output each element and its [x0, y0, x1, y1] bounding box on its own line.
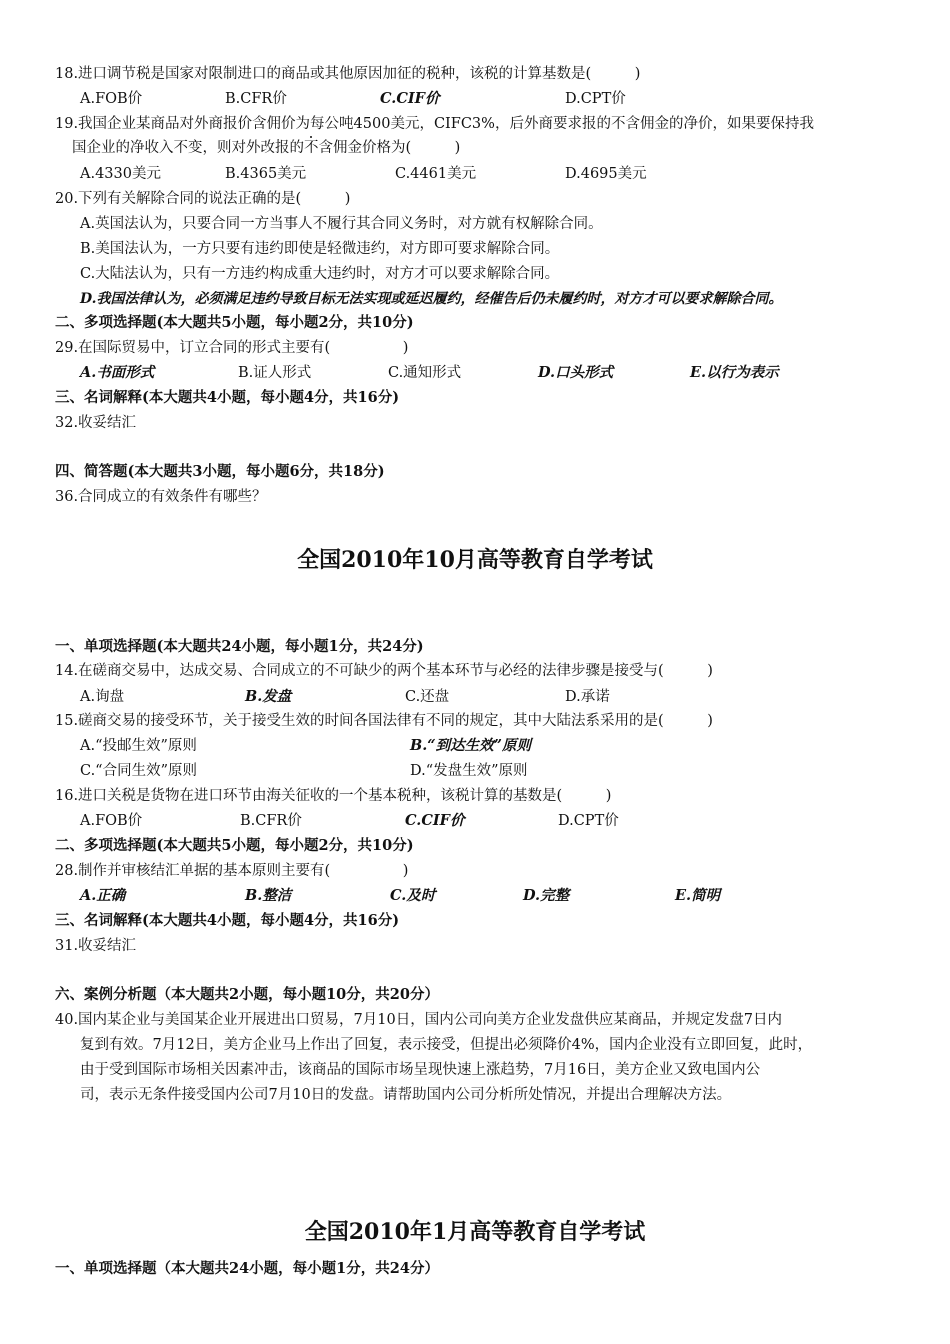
q19-option-d: D.4695美元 — [565, 166, 647, 182]
question-14-stem: 14.在磋商交易中，达成交易、合同成立的不可缺少的两个基本环节与必经的法律步骤是接受与( ) — [55, 663, 713, 679]
question-40-line2: 复到有效。7月12日，美方企业马上作出了回复，表示接受，但提出必须降价4%，国内企业没有立即回复，此时， — [80, 1037, 813, 1053]
q29-option-b: B.证人形式 — [238, 365, 312, 381]
q16-option-a: A.FOB价 — [80, 813, 143, 829]
q14-option-a: A.询盘 — [80, 689, 125, 705]
q28-option-d-answer: D.完整 — [523, 887, 570, 904]
q29-option-a-answer: A.书面形式 — [80, 364, 155, 381]
question-40-line4: 司，表示无条件接受国内公司7月10日的发盘。请帮助国内公司分析所处情况，并提出合理解决方法。 — [80, 1087, 732, 1103]
q28-option-b-answer: B.整洁 — [245, 887, 292, 904]
q20-option-b: B.美国法认为，一方只要有违约即使是轻微违约，对方即可要求解除合同。 — [80, 241, 560, 257]
q29-option-e-answer: E.以行为表示 — [690, 364, 779, 381]
q15-option-a: A.“投邮生效”原则 — [80, 738, 197, 754]
section-term-definition-heading-2: 三、名词解释(本大题共4小题，每小题4分，共16分) — [55, 912, 400, 929]
q20-option-a: A.英国法认为，只要合同一方当事人不履行其合同义务时，对方就有权解除合同。 — [80, 216, 603, 232]
q28-option-c-answer: C.及时 — [390, 887, 436, 904]
question-40-line3: 由于受到国际市场相关因素冲击，该商品的国际市场呈现快速上涨趋势，7月16日，美方企业又致电国内公 — [80, 1062, 761, 1078]
question-18-stem: 18.进口调节税是国家对限制进口的商品或其他原因加征的税种，该税的计算基数是( ) — [55, 66, 641, 82]
question-32: 32.收妥结汇 — [55, 415, 137, 431]
q16-option-b: B.CFR价 — [240, 813, 302, 829]
question-36: 36.合同成立的有效条件有哪些？ — [55, 489, 267, 505]
q19-option-a: A.4330美元 — [80, 166, 161, 182]
section-single-choice-heading: 一、单项选择题(本大题共24小题，每小题1分，共24分) — [55, 638, 424, 655]
q20-option-c: C.大陆法认为，只有一方违约构成重大违约时，对方才可以要求解除合同。 — [80, 266, 560, 282]
question-31: 31.收妥结汇 — [55, 938, 137, 954]
q29-option-c: C.通知形式 — [388, 365, 462, 381]
question-20-stem: 20.下列有关解除合同的说法正确的是( ) — [55, 191, 351, 207]
q15-option-b-answer: B.“到达生效”原则 — [410, 737, 531, 754]
question-29-stem: 29.在国际贸易中，订立合同的形式主要有( ) — [55, 340, 409, 356]
question-15-stem: 15.磋商交易的接受环节，关于接受生效的时间各国法律有不同的规定，其中大陆法系采用的是( ) — [55, 713, 713, 729]
question-19-stem-line1: 19.我国企业某商品对外商报价含佣价为每公吨4500美元，CIFC3%，后外商要求报的不含佣金的净价，如果要保持我 — [55, 116, 814, 132]
q18-option-b: B.CFR价 — [225, 91, 287, 107]
q19-emphasis-char: 不 — [304, 140, 319, 156]
q19-stem-part1: 国企业的净收入不变，则对外改报的 — [72, 140, 304, 156]
question-16-stem: 16.进口关税是货物在进口环节由海关征收的一个基本税种，该税计算的基数是( ) — [55, 788, 612, 804]
q14-option-b-answer: B.发盘 — [245, 688, 292, 705]
q16-option-c-answer: C.CIF价 — [405, 812, 465, 829]
q18-option-a: A.FOB价 — [80, 91, 143, 107]
question-19-stem-line2 — [72, 138, 460, 158]
q20-option-d-answer: D.我国法律认为，必须满足违约导致目标无法实现或延迟履约，经催告后仍未履约时，对方才可以要求解除合同。 — [80, 291, 783, 307]
q14-option-d: D.承诺 — [565, 689, 610, 705]
q28-option-a-answer: A.正确 — [80, 887, 126, 904]
section-case-analysis-heading: 六、案例分析题（本大题共2小题，每小题10分，共20分） — [55, 986, 439, 1003]
q19-option-c: C.4461美元 — [395, 166, 477, 182]
section-single-choice-heading-2: 一、单项选择题（本大题共24小题，每小题1分，共24分） — [55, 1260, 439, 1277]
q15-option-c: C.“合同生效”原则 — [80, 763, 198, 779]
q18-option-d: D.CPT价 — [565, 91, 626, 107]
q18-option-c-answer: C.CIF价 — [380, 90, 440, 107]
q19-option-b: B.4365美元 — [225, 166, 307, 182]
section-short-answer-heading: 四、简答题(本大题共3小题，每小题6分，共18分) — [55, 463, 385, 480]
q15-option-d: D.“发盘生效”原则 — [410, 763, 528, 779]
q16-option-d: D.CPT价 — [558, 813, 619, 829]
q19-stem-part2: 含佣金价格为( ) — [318, 140, 461, 156]
question-40-line1: 40.国内某企业与美国某企业开展进出口贸易，7月10日，国内公司向美方企业发盘供应某商品，并规定发盘7日内 — [55, 1012, 782, 1028]
exam-title-2010-jan: 全国2010年1月高等教育自学考试 — [304, 1219, 646, 1245]
q29-option-d-answer: D.口头形式 — [538, 364, 614, 381]
section-term-definition-heading: 三、名词解释(本大题共4小题，每小题4分，共16分) — [55, 389, 400, 406]
question-28-stem: 28.制作并审核结汇单据的基本原则主要有( ) — [55, 863, 409, 879]
q14-option-c: C.还盘 — [405, 689, 450, 705]
section-multiple-choice-heading: 二、多项选择题(本大题共5小题，每小题2分，共10分) — [55, 314, 414, 331]
q28-option-e-answer: E.简明 — [675, 887, 721, 904]
exam-title-2010-oct: 全国2010年10月高等教育自学考试 — [297, 547, 653, 573]
section-multiple-choice-heading-2: 二、多项选择题(本大题共5小题，每小题2分，共10分) — [55, 837, 414, 854]
